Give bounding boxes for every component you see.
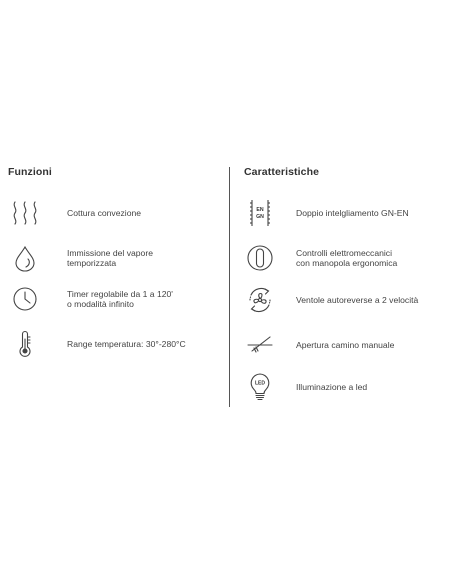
function-item-timer [11, 285, 173, 313]
steam-waves-icon [11, 199, 39, 227]
feature-label: Illuminazione a led [296, 381, 368, 392]
feature-label: Ventole autoreverse a 2 velocità [296, 294, 419, 305]
clock-icon [11, 285, 39, 313]
column-divider [229, 167, 230, 407]
function-label: Cottura convezione [67, 207, 142, 218]
functions-title: Funzioni [8, 166, 52, 178]
feature-item-controls [246, 244, 397, 272]
gastronorm-icon [246, 199, 274, 227]
feature-item-gastronorm [246, 199, 409, 227]
function-label: Timer regolabile da 1 a 120' o modalità infinito [67, 288, 173, 309]
gastronorm-icon-text-bottom: GN [256, 214, 264, 220]
function-item-steam [11, 244, 153, 272]
knob-icon [246, 244, 274, 272]
led-icon-text: LED [255, 380, 265, 387]
chimney-valve-icon [246, 331, 274, 359]
feature-item-chimney [246, 331, 394, 359]
water-drop-icon [11, 244, 39, 272]
feature-label: Doppio intelgliamento GN-EN [296, 207, 409, 218]
feature-item-led [246, 373, 367, 401]
function-item-convection [11, 199, 141, 227]
reversible-fan-icon [246, 286, 274, 314]
function-label: Immissione del vapore temporizzata [67, 247, 153, 268]
led-bulb-icon [246, 373, 274, 401]
feature-label: Controlli elettromeccanici con manopola ergonomica [296, 247, 398, 268]
function-label: Range temperatura: 30°-280°C [67, 338, 186, 349]
feature-item-fans [246, 286, 418, 314]
features-title: Caratteristiche [244, 166, 320, 178]
thermometer-icon [11, 330, 39, 358]
feature-label: Apertura camino manuale [296, 339, 395, 350]
function-item-temperature [11, 330, 186, 358]
gastronorm-icon-text-top: EN [256, 207, 264, 213]
